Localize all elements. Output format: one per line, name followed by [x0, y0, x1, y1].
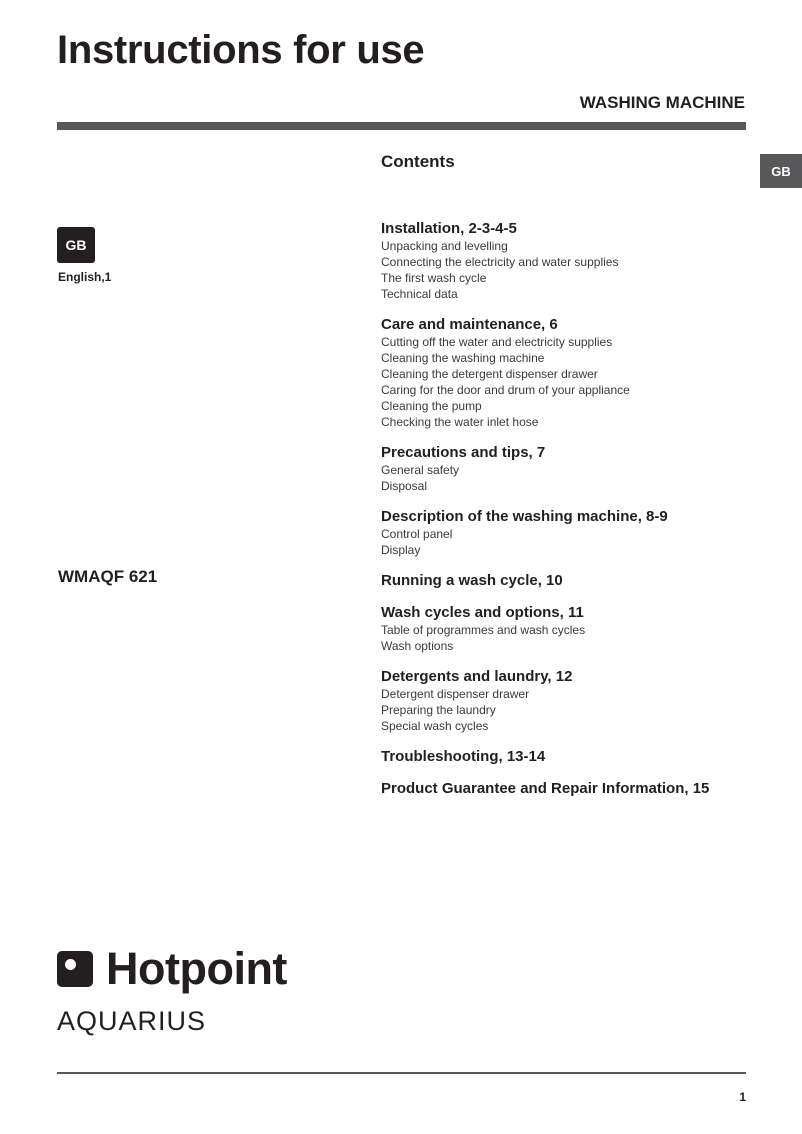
brand-name: Hotpoint — [106, 943, 287, 994]
toc-item: Connecting the electricity and water supplies — [381, 255, 619, 269]
toc-item: Checking the water inlet hose — [381, 415, 539, 429]
toc-item: Technical data — [381, 287, 458, 301]
toc-item: Table of programmes and wash cycles — [381, 623, 586, 637]
toc-section — [381, 507, 781, 558]
toc-item: Caring for the door and drum of your appliance — [381, 383, 630, 397]
toc-section-title: Wash cycles and options, 11 — [381, 604, 584, 621]
toc-section-title: Running a wash cycle, 10 — [381, 572, 563, 589]
document-subtitle: WASHING MACHINE — [579, 93, 745, 112]
toc-section — [381, 747, 781, 766]
toc-section — [381, 571, 781, 590]
toc-section — [381, 219, 781, 302]
language-badge: GB — [57, 227, 95, 263]
document-title: Instructions for use — [57, 28, 425, 72]
toc-item: Control panel — [381, 527, 453, 541]
hotpoint-logo-icon — [57, 951, 93, 987]
toc-item: The first wash cycle — [381, 271, 487, 285]
toc-section — [381, 443, 781, 494]
toc-item: Special wash cycles — [381, 719, 489, 733]
brand-subname: AQUARIUS — [57, 1006, 207, 1036]
contents-heading: Contents — [381, 152, 455, 171]
toc-section-title: Installation, 2-3-4-5 — [381, 220, 517, 237]
brand-logo — [57, 944, 287, 1036]
toc-section-title: Troubleshooting, 13-14 — [381, 748, 546, 765]
toc-section — [381, 779, 781, 798]
toc-item: Display — [381, 543, 421, 557]
footer-rule — [57, 1072, 746, 1074]
toc-item: Disposal — [381, 479, 428, 493]
header-rule — [57, 122, 746, 130]
toc-section-title: Description of the washing machine, 8-9 — [381, 508, 668, 525]
language-side-tab: GB — [760, 154, 802, 188]
toc-section-title: Care and maintenance, 6 — [381, 316, 558, 333]
toc-section — [381, 667, 781, 734]
toc-item: Wash options — [381, 639, 454, 653]
toc-section-title: Detergents and laundry, 12 — [381, 668, 573, 685]
toc-section — [381, 603, 781, 654]
model-number: WMAQF 621 — [58, 567, 158, 586]
toc-item: Preparing the laundry — [381, 703, 496, 717]
toc-item: Cleaning the pump — [381, 399, 482, 413]
toc-section — [381, 315, 781, 430]
toc-item: Unpacking and levelling — [381, 239, 508, 253]
toc-item: Cleaning the washing machine — [381, 351, 545, 365]
table-of-contents — [381, 219, 781, 811]
page-number: 1 — [739, 1090, 746, 1104]
toc-item: Cleaning the detergent dispenser drawer — [381, 367, 598, 381]
toc-section-title: Product Guarantee and Repair Information, 15 — [381, 780, 710, 797]
language-label: English,1 — [58, 270, 112, 284]
toc-item: Cutting off the water and electricity supplies — [381, 335, 613, 349]
toc-section-title: Precautions and tips, 7 — [381, 444, 546, 461]
toc-item: Detergent dispenser drawer — [381, 687, 530, 701]
toc-item: General safety — [381, 463, 460, 477]
